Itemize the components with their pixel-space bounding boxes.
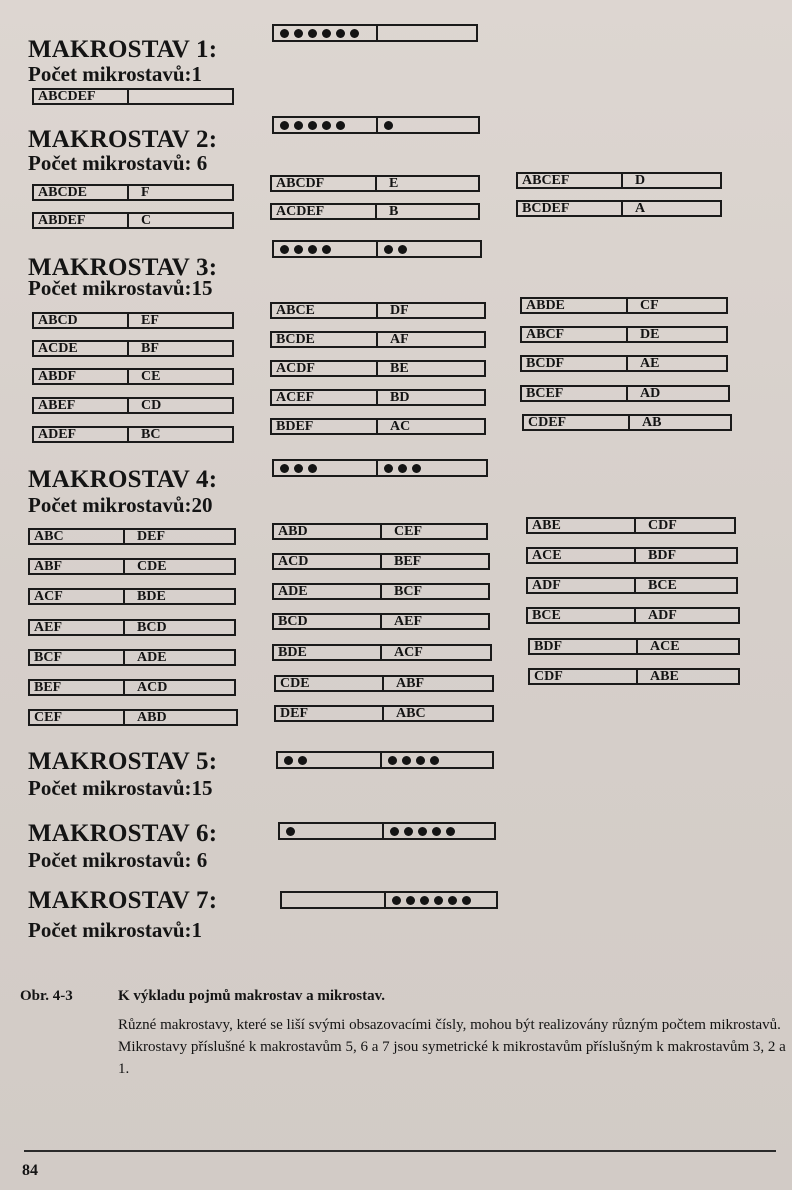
microstate-box: ABCE DF (270, 302, 486, 319)
particle-dot (384, 464, 393, 473)
macrostate-5-diagram (276, 751, 494, 769)
microstate-box: BCF ADE (28, 649, 236, 666)
particle-dot (286, 827, 295, 836)
macrostate-6-right-compartment (384, 824, 455, 838)
macrostate-6-title: MAKROSTAV 6: (28, 820, 218, 847)
particle-dot (418, 827, 427, 836)
macrostate-4-diagram (272, 459, 488, 477)
macrostate-2-count: Počet mikrostavů: 6 (28, 151, 208, 175)
particle-dot (336, 121, 345, 130)
microstate-box: BDF ACE (528, 638, 740, 655)
macrostate-2-title: MAKROSTAV 2: (28, 126, 218, 153)
particle-dot (434, 896, 443, 905)
microstate-box: CEF ABD (28, 709, 238, 726)
macrostate-3-diagram (272, 240, 482, 258)
particle-dot (284, 756, 293, 765)
macrostate-4-right-compartment (378, 461, 421, 475)
figure-label: Obr. 4-3 (20, 988, 73, 1004)
microstate-box: BCE ADF (526, 607, 740, 624)
particle-dot (392, 896, 401, 905)
microstate-box: BDE ACF (272, 644, 492, 661)
microstate-box: BCDEF A (516, 200, 722, 217)
particle-dot (280, 29, 289, 38)
particle-dot (308, 245, 317, 254)
microstate-box: ACDE BF (32, 340, 234, 357)
macrostate-3-right-compartment (378, 242, 407, 256)
microstate-box: ABDF CE (32, 368, 234, 385)
macrostate-5-title: MAKROSTAV 5: (28, 748, 218, 775)
macrostate-5-left-compartment (278, 753, 382, 767)
particle-dot (404, 827, 413, 836)
macrostate-6-left-compartment (280, 824, 384, 838)
particle-dot (462, 896, 471, 905)
microstate-box: DEF ABC (274, 705, 494, 722)
particle-dot (420, 896, 429, 905)
microstate-box: ACDEF B (270, 203, 480, 220)
particle-dot (448, 896, 457, 905)
macrostate-1-title: MAKROSTAV 1: (28, 36, 218, 63)
microstate-box: ADE BCF (272, 583, 490, 600)
microstate-box: AEF BCD (28, 619, 236, 636)
macrostate-1-diagram (272, 24, 478, 42)
particle-dot (406, 896, 415, 905)
footer-rule (24, 1150, 776, 1152)
microstate-box: ABCEF D (516, 172, 722, 189)
microstate-box: BCEF AD (520, 385, 730, 402)
particle-dot (398, 245, 407, 254)
macrostate-2-diagram (272, 116, 480, 134)
particle-dot (416, 756, 425, 765)
figure-title: K výkladu pojmů makrostav a mikrostav. (118, 988, 385, 1004)
microstate-box: ACEF BD (270, 389, 486, 406)
particle-dot (294, 464, 303, 473)
macrostate-4-count: Počet mikrostavů:20 (28, 493, 213, 517)
particle-dot (294, 245, 303, 254)
macrostate-1-count: Počet mikrostavů:1 (28, 62, 202, 86)
macrostate-1-left-compartment (274, 26, 378, 40)
particle-dot (430, 756, 439, 765)
microstate-box: ABCDE F (32, 184, 234, 201)
particle-dot (308, 121, 317, 130)
microstate-box: ABCF DE (520, 326, 728, 343)
particle-dot (308, 464, 317, 473)
particle-dot (350, 29, 359, 38)
particle-dot (388, 756, 397, 765)
macrostate-3-title: MAKROSTAV 3: (28, 254, 218, 281)
particle-dot (280, 464, 289, 473)
particle-dot (390, 827, 399, 836)
macrostate-7-left-compartment (282, 893, 386, 907)
particle-dot (322, 245, 331, 254)
particle-dot (322, 121, 331, 130)
macrostate-3-left-compartment (274, 242, 378, 256)
microstate-box: ABDE CF (520, 297, 728, 314)
particle-dot (294, 29, 303, 38)
microstate-box: CDE ABF (274, 675, 494, 692)
microstate-box: ABEF CD (32, 397, 234, 414)
particle-dot (280, 245, 289, 254)
particle-dot (412, 464, 421, 473)
macrostate-7-title: MAKROSTAV 7: (28, 887, 218, 914)
microstate-box: ACE BDF (526, 547, 738, 564)
microstate-box: ABCD EF (32, 312, 234, 329)
microstate-box: ACF BDE (28, 588, 236, 605)
macrostate-7-right-compartment (386, 893, 471, 907)
macrostate-4-title: MAKROSTAV 4: (28, 466, 218, 493)
particle-dot (384, 245, 393, 254)
microstate-box: ABDEF C (32, 212, 234, 229)
particle-dot (322, 29, 331, 38)
particle-dot (432, 827, 441, 836)
microstate-box: ACDF BE (270, 360, 486, 377)
macrostate-6-diagram (278, 822, 496, 840)
macrostate-4-left-compartment (274, 461, 378, 475)
particle-dot (402, 756, 411, 765)
microstate-box: CDEF AB (522, 414, 732, 431)
macrostate-2-right-compartment (378, 118, 393, 132)
macrostate-1-right-compartment (378, 26, 384, 40)
microstate-box: CDF ABE (528, 668, 740, 685)
page-number: 84 (22, 1162, 38, 1179)
particle-dot (384, 121, 393, 130)
microstate-box: ABD CEF (272, 523, 488, 540)
microstate-box: ADF BCE (526, 577, 738, 594)
particle-dot (298, 756, 307, 765)
macrostate-5-right-compartment (382, 753, 439, 767)
particle-dot (446, 827, 455, 836)
microstate-box: BCD AEF (272, 613, 490, 630)
figure-description: Různé makrostavy, které se liší svými obsazovacími čísly, mohou být realizovány různým počtem mikrostavů. Mikrostavy příslušné k makrostavům 5, 6 a 7 jsou symetrické k mikrostavům příslušným k makrostavům 3, 2 a 1. (118, 1017, 786, 1077)
microstate-box: BDEF AC (270, 418, 486, 435)
macrostate-7-count: Počet mikrostavů:1 (28, 918, 202, 942)
microstate-box: ABC DEF (28, 528, 236, 545)
macrostate-6-count: Počet mikrostavů: 6 (28, 848, 208, 872)
particle-dot (398, 464, 407, 473)
macrostate-7-diagram (280, 891, 498, 909)
microstate-box: BCDF AE (520, 355, 728, 372)
microstate-box: ABF CDE (28, 558, 236, 575)
macrostate-5-count: Počet mikrostavů:15 (28, 776, 213, 800)
particle-dot (336, 29, 345, 38)
macrostate-3-count: Počet mikrostavů:15 (28, 276, 213, 300)
particle-dot (280, 121, 289, 130)
microstate-box: ADEF BC (32, 426, 234, 443)
particle-dot (308, 29, 317, 38)
microstate-box: BEF ACD (28, 679, 236, 696)
microstate-box: ABE CDF (526, 517, 736, 534)
microstate-box: ACD BEF (272, 553, 490, 570)
microstate-box: ABCDEF (32, 88, 234, 105)
microstate-box: ABCDF E (270, 175, 480, 192)
particle-dot (294, 121, 303, 130)
microstate-box: BCDE AF (270, 331, 486, 348)
macrostate-2-left-compartment (274, 118, 378, 132)
